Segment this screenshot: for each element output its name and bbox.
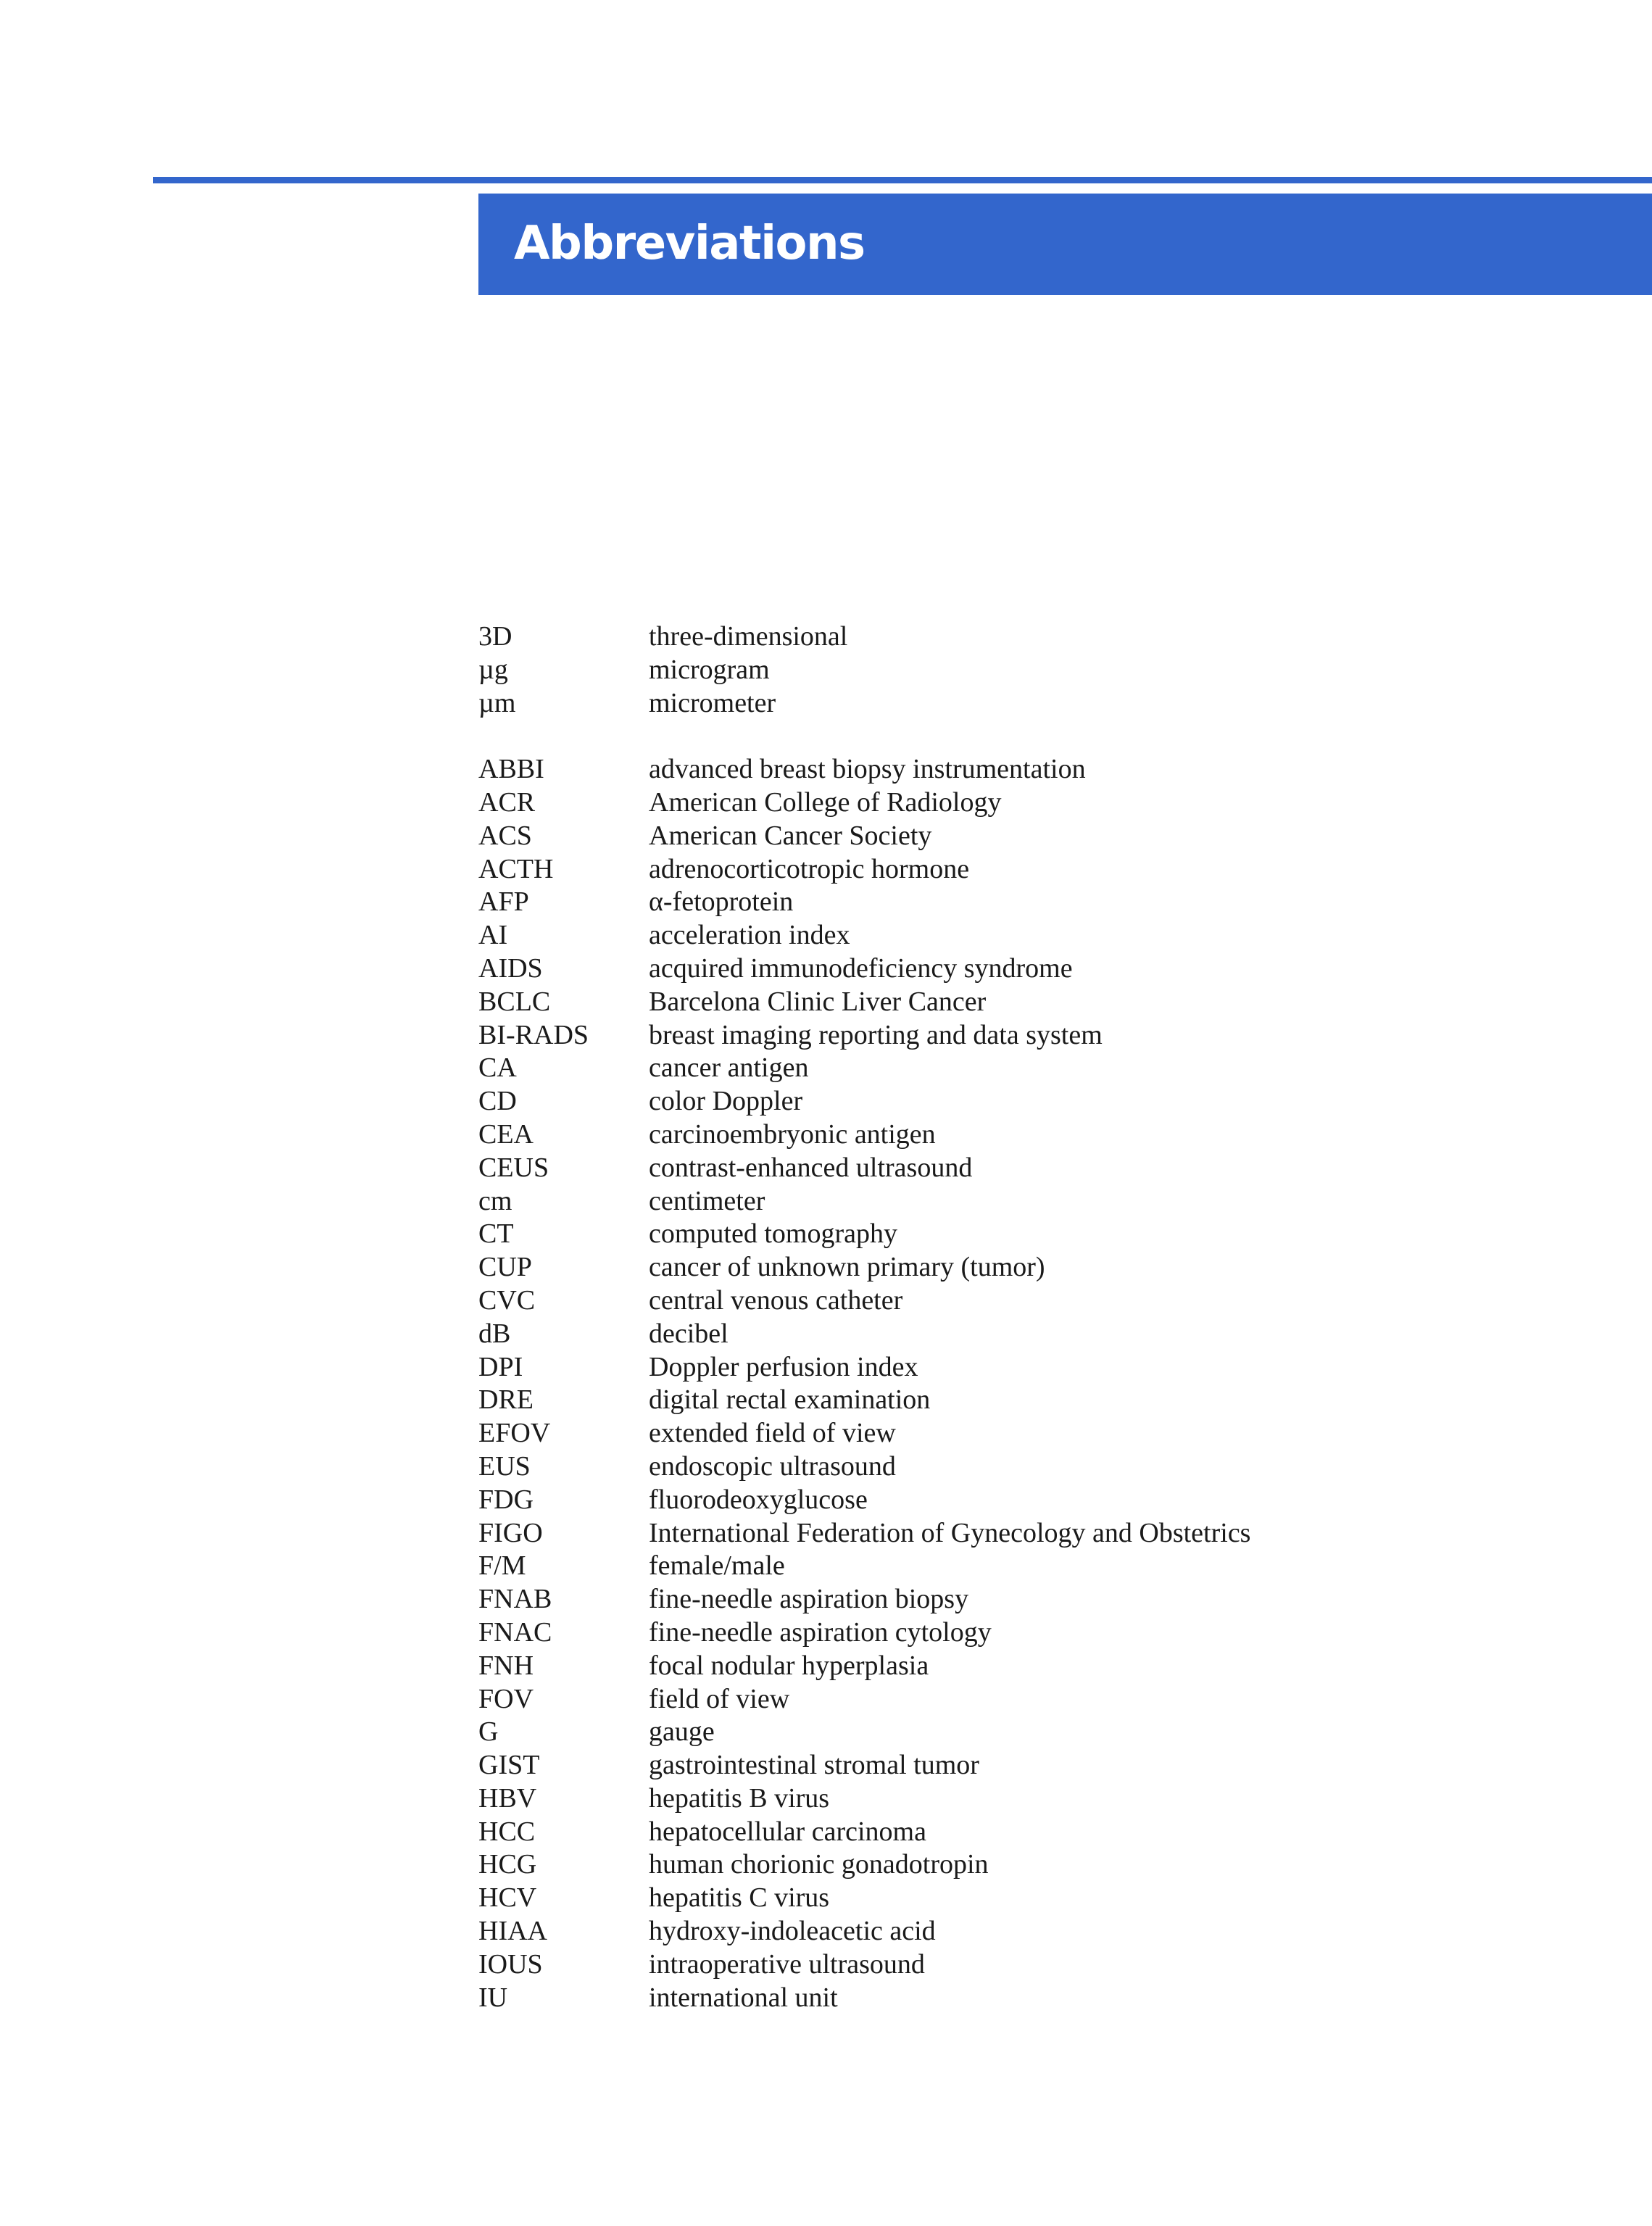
- abbreviation-row: [478, 753, 1250, 786]
- abbreviation-definition: Barcelona Clinic Liver Cancer: [649, 986, 987, 1017]
- abbreviation-definition: fine-needle aspiration biopsy: [649, 1584, 969, 1615]
- abbreviation-term: FOV: [478, 1683, 534, 1714]
- abbreviation-row: [478, 1384, 1250, 1417]
- abbreviation-definition: microgram: [649, 654, 770, 685]
- abbreviation-row: [478, 1185, 1250, 1218]
- abbreviation-row: [478, 1417, 1250, 1450]
- abbreviation-definition: field of view: [649, 1683, 790, 1714]
- abbreviation-term: CEUS: [478, 1152, 549, 1183]
- abbreviation-term: ACTH: [478, 853, 554, 884]
- abbreviation-row: [478, 986, 1250, 1019]
- abbreviation-term: G: [478, 1716, 499, 1748]
- abbreviation-definition: adrenocorticotropic hormone: [649, 853, 970, 884]
- abbreviation-row: [478, 1616, 1250, 1650]
- abbreviation-row: [478, 1085, 1250, 1118]
- abbreviation-term: CT: [478, 1218, 514, 1250]
- abbreviation-definition: hepatocellular carcinoma: [649, 1816, 926, 1847]
- abbreviation-row: [478, 1716, 1250, 1749]
- abbreviation-term: ABBI: [478, 754, 544, 785]
- abbreviation-definition: hepatitis C virus: [649, 1882, 830, 1914]
- abbreviation-definition: gauge: [649, 1716, 715, 1748]
- abbreviation-term: ACS: [478, 820, 532, 851]
- abbreviation-term: FNAC: [478, 1616, 552, 1648]
- abbreviation-definition: hydroxy-indoleacetic acid: [649, 1916, 936, 1947]
- abbreviation-term: FNAB: [478, 1584, 552, 1615]
- abbreviation-row: [478, 1683, 1250, 1716]
- abbreviation-term: FIGO: [478, 1517, 543, 1548]
- abbreviation-row: [478, 820, 1250, 853]
- abbreviation-row: [478, 654, 1250, 687]
- abbreviation-term: GIST: [478, 1750, 540, 1781]
- abbreviation-row: [478, 1284, 1250, 1318]
- abbreviation-term: CA: [478, 1052, 517, 1084]
- abbreviation-row: [478, 1848, 1250, 1882]
- abbreviation-term: ACR: [478, 786, 536, 818]
- abbreviation-row: [478, 1882, 1250, 1915]
- title-banner: [478, 194, 1652, 295]
- abbreviation-row: [478, 1782, 1250, 1816]
- page-title: Abbreviations: [514, 217, 865, 270]
- abbreviation-term: µg: [478, 654, 508, 685]
- abbreviation-term: CEA: [478, 1118, 534, 1150]
- abbreviation-definition: international unit: [649, 1982, 838, 2013]
- abbreviation-term: F/M: [478, 1550, 526, 1582]
- abbreviation-definition: American Cancer Society: [649, 820, 932, 851]
- abbreviation-definition: central venous catheter: [649, 1284, 903, 1316]
- abbreviation-definition: digital rectal examination: [649, 1384, 931, 1416]
- abbreviation-term: DRE: [478, 1384, 534, 1416]
- abbreviation-term: cm: [478, 1185, 512, 1216]
- abbreviation-term: CD: [478, 1086, 517, 1117]
- abbreviation-definition: contrast-enhanced ultrasound: [649, 1152, 973, 1183]
- abbreviation-definition: acceleration index: [649, 920, 850, 951]
- abbreviation-definition: endoscopic ultrasound: [649, 1450, 896, 1482]
- abbreviation-term: BI-RADS: [478, 1019, 589, 1050]
- abbreviation-term: AI: [478, 920, 508, 951]
- abbreviation-row: [478, 1019, 1250, 1052]
- abbreviation-row: [478, 1218, 1250, 1251]
- abbreviation-definition: breast imaging reporting and data system: [649, 1019, 1103, 1050]
- abbreviation-row: [478, 620, 1250, 654]
- abbreviation-definition: three-dimensional: [649, 621, 848, 652]
- abbreviation-term: HCV: [478, 1882, 537, 1914]
- abbreviation-definition: acquired immunodeficiency syndrome: [649, 952, 1073, 984]
- abbreviation-row: [478, 1816, 1250, 1849]
- abbreviation-row: [478, 1484, 1250, 1517]
- abbreviation-row: [478, 1251, 1250, 1284]
- abbreviation-row: [478, 1749, 1250, 1782]
- abbreviation-list: [478, 620, 1250, 2014]
- abbreviation-row: [478, 919, 1250, 952]
- abbreviation-row: [478, 1915, 1250, 1948]
- abbreviation-definition: cancer antigen: [649, 1052, 809, 1084]
- abbreviation-row: [478, 1052, 1250, 1085]
- abbreviation-definition: carcinoembryonic antigen: [649, 1118, 936, 1150]
- abbreviation-row: [478, 952, 1250, 986]
- abbreviation-definition: American College of Radiology: [649, 786, 1002, 818]
- abbreviation-definition: focal nodular hyperplasia: [649, 1650, 929, 1681]
- abbreviation-row: [478, 1583, 1250, 1616]
- abbreviation-term: IOUS: [478, 1948, 543, 1980]
- abbreviation-term: µm: [478, 687, 516, 718]
- abbreviation-term: 3D: [478, 621, 512, 652]
- abbreviation-row: [478, 1118, 1250, 1152]
- abbreviation-row: [478, 1517, 1250, 1550]
- abbreviation-definition: fine-needle aspiration cytology: [649, 1616, 992, 1648]
- abbreviation-row: [478, 1650, 1250, 1683]
- abbreviation-term: BCLC: [478, 986, 551, 1017]
- abbreviation-row: [478, 1318, 1250, 1351]
- abbreviation-row: [478, 1948, 1250, 1982]
- abbreviation-term: FNH: [478, 1650, 534, 1681]
- abbreviation-definition: micrometer: [649, 687, 776, 718]
- abbreviation-row: [478, 1450, 1250, 1484]
- abbreviation-term: EUS: [478, 1450, 531, 1482]
- abbreviation-term: HIAA: [478, 1916, 547, 1947]
- abbreviation-row: [478, 786, 1250, 820]
- abbreviation-term: CVC: [478, 1284, 536, 1316]
- abbreviation-definition: decibel: [649, 1318, 729, 1349]
- abbreviation-definition: computed tomography: [649, 1218, 897, 1250]
- abbreviation-row: [478, 886, 1250, 919]
- header-rule: [153, 177, 1652, 183]
- abbreviation-definition: fluorodeoxyglucose: [649, 1484, 868, 1515]
- abbreviation-term: FDG: [478, 1484, 534, 1515]
- abbreviation-term: dB: [478, 1318, 511, 1349]
- abbreviation-definition: advanced breast biopsy instrumentation: [649, 754, 1086, 785]
- abbreviation-definition: color Doppler: [649, 1086, 803, 1117]
- abbreviation-definition: intraoperative ultrasound: [649, 1948, 925, 1980]
- abbreviation-term: HBV: [478, 1782, 537, 1814]
- abbreviation-term: EFOV: [478, 1418, 551, 1449]
- abbreviation-definition: cancer of unknown primary (tumor): [649, 1252, 1045, 1283]
- abbreviation-definition: Doppler perfusion index: [649, 1351, 918, 1382]
- abbreviation-definition: International Federation of Gynecology and Obstetrics: [649, 1517, 1251, 1548]
- abbreviation-definition: human chorionic gonadotropin: [649, 1849, 989, 1880]
- abbreviation-row: [478, 687, 1250, 720]
- abbreviation-term: HCC: [478, 1816, 536, 1847]
- abbreviation-term: AFP: [478, 886, 529, 918]
- abbreviation-row: [478, 853, 1250, 886]
- abbreviation-term: HCG: [478, 1849, 537, 1880]
- abbreviation-definition: female/male: [649, 1550, 785, 1582]
- abbreviation-row: [478, 1550, 1250, 1583]
- abbreviation-definition: extended field of view: [649, 1418, 896, 1449]
- abbreviation-term: CUP: [478, 1252, 532, 1283]
- abbreviation-term: DPI: [478, 1351, 523, 1382]
- abbreviation-term: IU: [478, 1982, 508, 2013]
- abbreviation-definition: gastrointestinal stromal tumor: [649, 1750, 979, 1781]
- abbreviation-definition: centimeter: [649, 1185, 765, 1216]
- abbreviation-row: [478, 1152, 1250, 1185]
- abbreviation-row: [478, 1982, 1250, 2015]
- abbreviation-row: [478, 1351, 1250, 1384]
- abbreviation-definition: α-fetoprotein: [649, 886, 794, 918]
- abbreviation-term: AIDS: [478, 952, 543, 984]
- abbreviation-definition: hepatitis B virus: [649, 1782, 830, 1814]
